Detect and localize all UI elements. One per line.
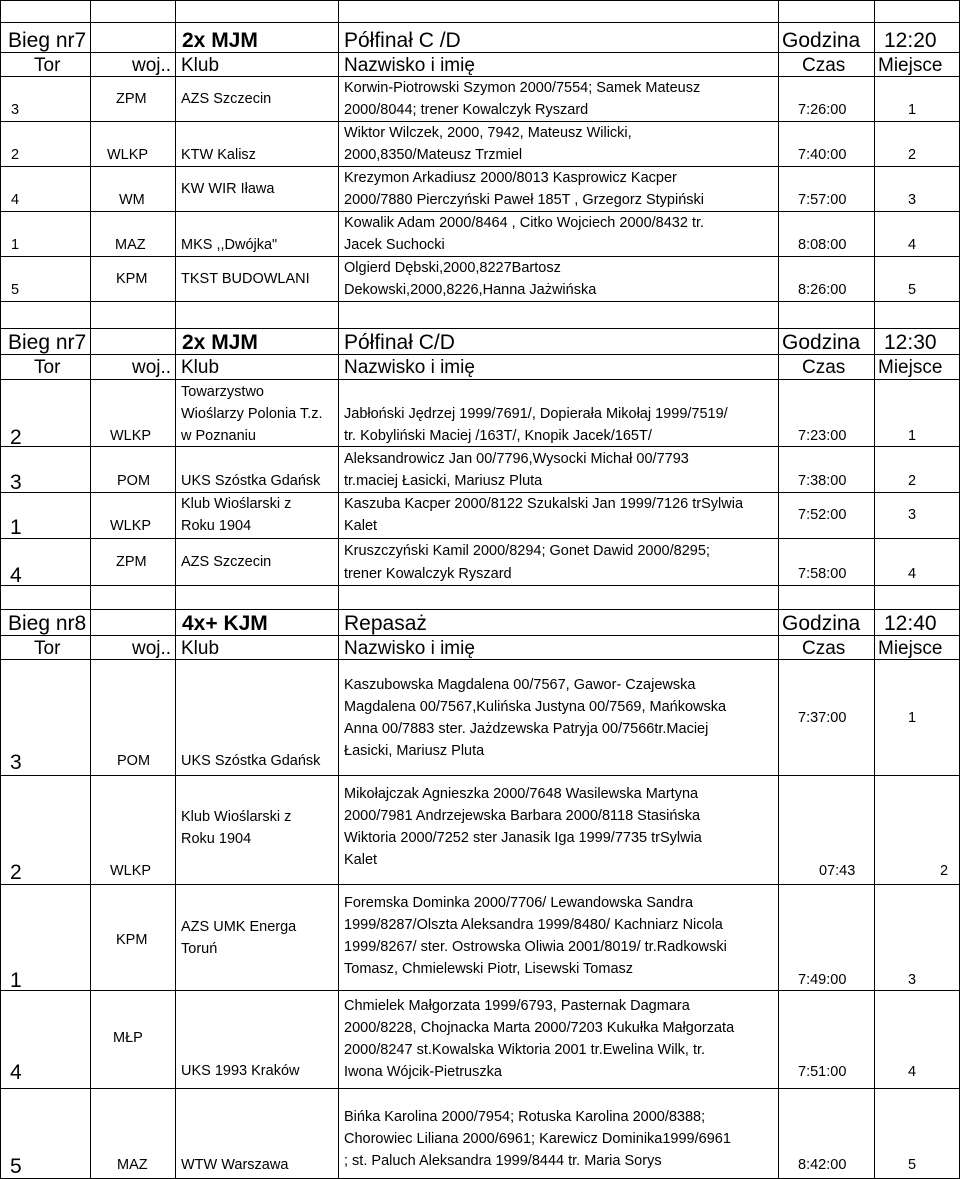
result-time: 8:26:00	[798, 282, 847, 298]
crew-names: 2000/8044; trener Kowalczyk Ryszard	[344, 102, 589, 118]
club: Roku 1904	[181, 518, 252, 534]
heat-number: Bieg nr7	[8, 29, 87, 52]
region: WLKP	[110, 518, 152, 534]
result-time: 7:38:00	[798, 473, 847, 489]
crew-names: Chorowiec Liliana 2000/6961; Karewicz Dominika1999/6961	[344, 1131, 731, 1147]
crew-names: Korwin-Piotrowski Szymon 2000/7554; Samek Mateusz	[344, 80, 701, 96]
lane: 2	[10, 861, 22, 884]
col-header-lane: Tor	[34, 638, 61, 659]
crew-names: tr.maciej Łasicki, Mariusz Pluta	[344, 473, 543, 489]
crew-names: 1999/8267/ ster. Ostrowska Oliwia 2001/8019/ tr.Radkowski	[344, 939, 727, 955]
crew-names: Aleksandrowicz Jan 00/7796,Wysocki Michał 00/7793	[344, 451, 689, 467]
crew-names: Magdalena 00/7567,Kulińska Justyna 00/7569, Mańkowska	[344, 699, 727, 715]
col-header-names: Nazwisko i imię	[344, 638, 475, 659]
club: WTW Warszawa	[181, 1157, 289, 1173]
place: 1	[908, 428, 917, 444]
col-header-club: Klub	[181, 638, 220, 659]
club: UKS Szóstka Gdańsk	[181, 473, 321, 489]
col-header-time: Czas	[802, 357, 846, 378]
club: Wioślarzy Polonia T.z.	[181, 406, 323, 422]
crew-names: Jabłoński Jędrzej 1999/7691/, Dopierała Mikołaj 1999/7519/	[344, 406, 728, 422]
region: WLKP	[110, 863, 152, 879]
crew-names: Chmielek Małgorzata 1999/6793, Pasternak Dagmara	[344, 998, 690, 1014]
region: WLKP	[110, 428, 152, 444]
heat-number: Bieg nr8	[8, 612, 87, 635]
col-header-names: Nazwisko i imię	[344, 55, 475, 76]
region: KPM	[116, 932, 148, 948]
crew-names: ; st. Paluch Aleksandra 1999/8444 tr. Maria Sorys	[344, 1153, 662, 1169]
result-time: 07:43	[819, 863, 856, 879]
region: WM	[119, 192, 145, 208]
crew-names: Kowalik Adam 2000/8464 , Citko Wojciech 2000/8432 tr.	[344, 215, 705, 231]
lane: 4	[11, 192, 20, 208]
club: UKS 1993 Kraków	[181, 1063, 300, 1079]
club: w Poznaniu	[181, 428, 256, 444]
phase: Repasaż	[344, 612, 427, 635]
place: 2	[908, 147, 917, 163]
crew-names: Kalet	[344, 852, 378, 868]
club: UKS Szóstka Gdańsk	[181, 753, 321, 769]
crew-names: Tomasz, Chmielewski Piotr, Lisewski Tomasz	[344, 961, 634, 977]
club: Toruń	[181, 941, 218, 957]
time-label: Godzina	[782, 331, 861, 354]
place: 4	[908, 1064, 917, 1080]
lane: 3	[11, 102, 20, 118]
col-header-region: woj..	[132, 357, 172, 378]
place: 3	[908, 192, 917, 208]
crew-names: 2000/7981 Andrzejewska Barbara 2000/8118 Stasińska	[344, 808, 701, 824]
lane: 1	[10, 969, 22, 992]
boat-class: 4x+ KJM	[182, 612, 268, 635]
result-time: 8:08:00	[798, 237, 847, 253]
col-header-place: Miejsce	[878, 55, 943, 76]
col-header-place: Miejsce	[878, 357, 943, 378]
crew-names: Wiktor Wilczek, 2000, 7942, Mateusz Wilicki,	[344, 125, 632, 141]
place: 2	[940, 863, 949, 879]
time-label: Godzina	[782, 612, 861, 635]
col-header-time: Czas	[802, 55, 846, 76]
crew-names: Bińka Karolina 2000/7954; Rotuska Karolina 2000/8388;	[344, 1109, 706, 1125]
club: Roku 1904	[181, 831, 252, 847]
region: MŁP	[113, 1030, 143, 1046]
club: MKS ,,Dwójka"	[181, 237, 278, 253]
place: 3	[908, 972, 917, 988]
crew-names: Dekowski,2000,8226,Hanna Jażwińska	[344, 282, 597, 298]
place: 3	[908, 507, 917, 523]
result-time: 7:40:00	[798, 147, 847, 163]
club: AZS Szczecin	[181, 91, 272, 107]
col-header-names: Nazwisko i imię	[344, 357, 475, 378]
crew-names: Kaszuba Kacper 2000/8122 Szukalski Jan 1999/7126 trSylwia	[344, 496, 744, 512]
place: 5	[908, 1157, 917, 1173]
crew-names: 2000/8228, Chojnacka Marta 2000/7203 Kukułka Małgorzata	[344, 1020, 735, 1036]
place: 2	[908, 473, 917, 489]
lane: 2	[10, 426, 22, 449]
result-time: 7:51:00	[798, 1064, 847, 1080]
crew-names: Kaszubowska Magdalena 00/7567, Gawor- Czajewska	[344, 677, 696, 693]
crew-names: Anna 00/7883 ster. Jażdzewska Patryja 00/7566tr.Maciej	[344, 721, 709, 737]
crew-names: Jacek Suchocki	[344, 237, 445, 253]
club: AZS Szczecin	[181, 554, 272, 570]
start-time: 12:20	[884, 29, 937, 52]
crew-names: Krezymon Arkadiusz 2000/8013 Kasprowicz Kacper	[344, 170, 677, 186]
lane: 5	[10, 1155, 22, 1178]
crew-names: trener Kowalczyk Ryszard	[344, 566, 512, 582]
result-time: 7:58:00	[798, 566, 847, 582]
crew-names: Iwona Wójcik-Pietruszka	[344, 1064, 502, 1080]
region: ZPM	[116, 91, 147, 107]
col-header-club: Klub	[181, 55, 220, 76]
crew-names: 2000/7880 Pierczyński Paweł 185T , Grzegorz Stypiński	[344, 192, 704, 208]
result-time: 7:52:00	[798, 507, 847, 523]
col-header-club: Klub	[181, 357, 220, 378]
place: 1	[908, 710, 917, 726]
result-time: 7:57:00	[798, 192, 847, 208]
heat-number: Bieg nr7	[8, 331, 87, 354]
region: POM	[117, 753, 151, 769]
crew-names: Kalet	[344, 518, 378, 534]
place: 5	[908, 282, 917, 298]
col-header-lane: Tor	[34, 357, 61, 378]
start-time: 12:30	[884, 331, 937, 354]
club: TKST BUDOWLANI	[181, 271, 310, 287]
lane: 3	[10, 751, 22, 774]
start-time: 12:40	[884, 612, 937, 635]
phase: Półfinał C/D	[344, 331, 455, 354]
result-time: 7:23:00	[798, 428, 847, 444]
crew-names: Olgierd Dębski,2000,8227Bartosz	[344, 260, 561, 276]
col-header-place: Miejsce	[878, 638, 943, 659]
club: Klub Wioślarski z	[181, 496, 292, 512]
region: POM	[117, 473, 151, 489]
club: Klub Wioślarski z	[181, 809, 292, 825]
region: WLKP	[107, 147, 149, 163]
col-header-lane: Tor	[34, 55, 61, 76]
boat-class: 2x MJM	[182, 29, 258, 52]
crew-names: Mikołajczak Agnieszka 2000/7648 Wasilewska Martyna	[344, 786, 699, 802]
club: Towarzystwo	[181, 384, 264, 400]
result-time: 7:37:00	[798, 710, 847, 726]
crew-names: Foremska Dominka 2000/7706/ Lewandowska Sandra	[344, 895, 694, 911]
club: KTW Kalisz	[181, 147, 256, 163]
club: AZS UMK Energa	[181, 919, 297, 935]
crew-names: Łasicki, Mariusz Pluta	[344, 743, 485, 759]
lane: 2	[11, 147, 20, 163]
lane: 1	[10, 516, 22, 539]
crew-names: Wiktoria 2000/7252 ster Janasik Iga 1999/7735 trSylwia	[344, 830, 702, 846]
lane: 1	[11, 237, 20, 253]
crew-names: 2000/8247 st.Kowalska Wiktoria 2001 tr.Ewelina Wilk, tr.	[344, 1042, 706, 1058]
lane: 4	[10, 564, 22, 587]
result-time: 8:42:00	[798, 1157, 847, 1173]
region: KPM	[116, 271, 148, 287]
crew-names: 1999/8287/Olszta Aleksandra 1999/8480/ Kachniarz Nicola	[344, 917, 723, 933]
col-header-region: woj..	[132, 638, 172, 659]
club: KW WIR Iława	[181, 181, 275, 197]
boat-class: 2x MJM	[182, 331, 258, 354]
crew-names: tr. Kobyliński Maciej /163T/, Knopik Jacek/165T/	[344, 428, 652, 444]
region: MAZ	[117, 1157, 148, 1173]
result-time: 7:49:00	[798, 972, 847, 988]
place: 4	[908, 566, 917, 582]
region: ZPM	[116, 554, 147, 570]
crew-names: Kruszczyński Kamil 2000/8294; Gonet Dawid 2000/8295;	[344, 543, 710, 559]
lane: 4	[10, 1061, 22, 1084]
crew-names: 2000,8350/Mateusz Trzmiel	[344, 147, 523, 163]
result-time: 7:26:00	[798, 102, 847, 118]
col-header-time: Czas	[802, 638, 846, 659]
place: 4	[908, 237, 917, 253]
region: MAZ	[115, 237, 146, 253]
phase: Półfinał C /D	[344, 29, 461, 52]
place: 1	[908, 102, 917, 118]
time-label: Godzina	[782, 29, 861, 52]
lane: 3	[10, 471, 22, 494]
lane: 5	[11, 282, 20, 298]
col-header-region: woj..	[132, 55, 172, 76]
